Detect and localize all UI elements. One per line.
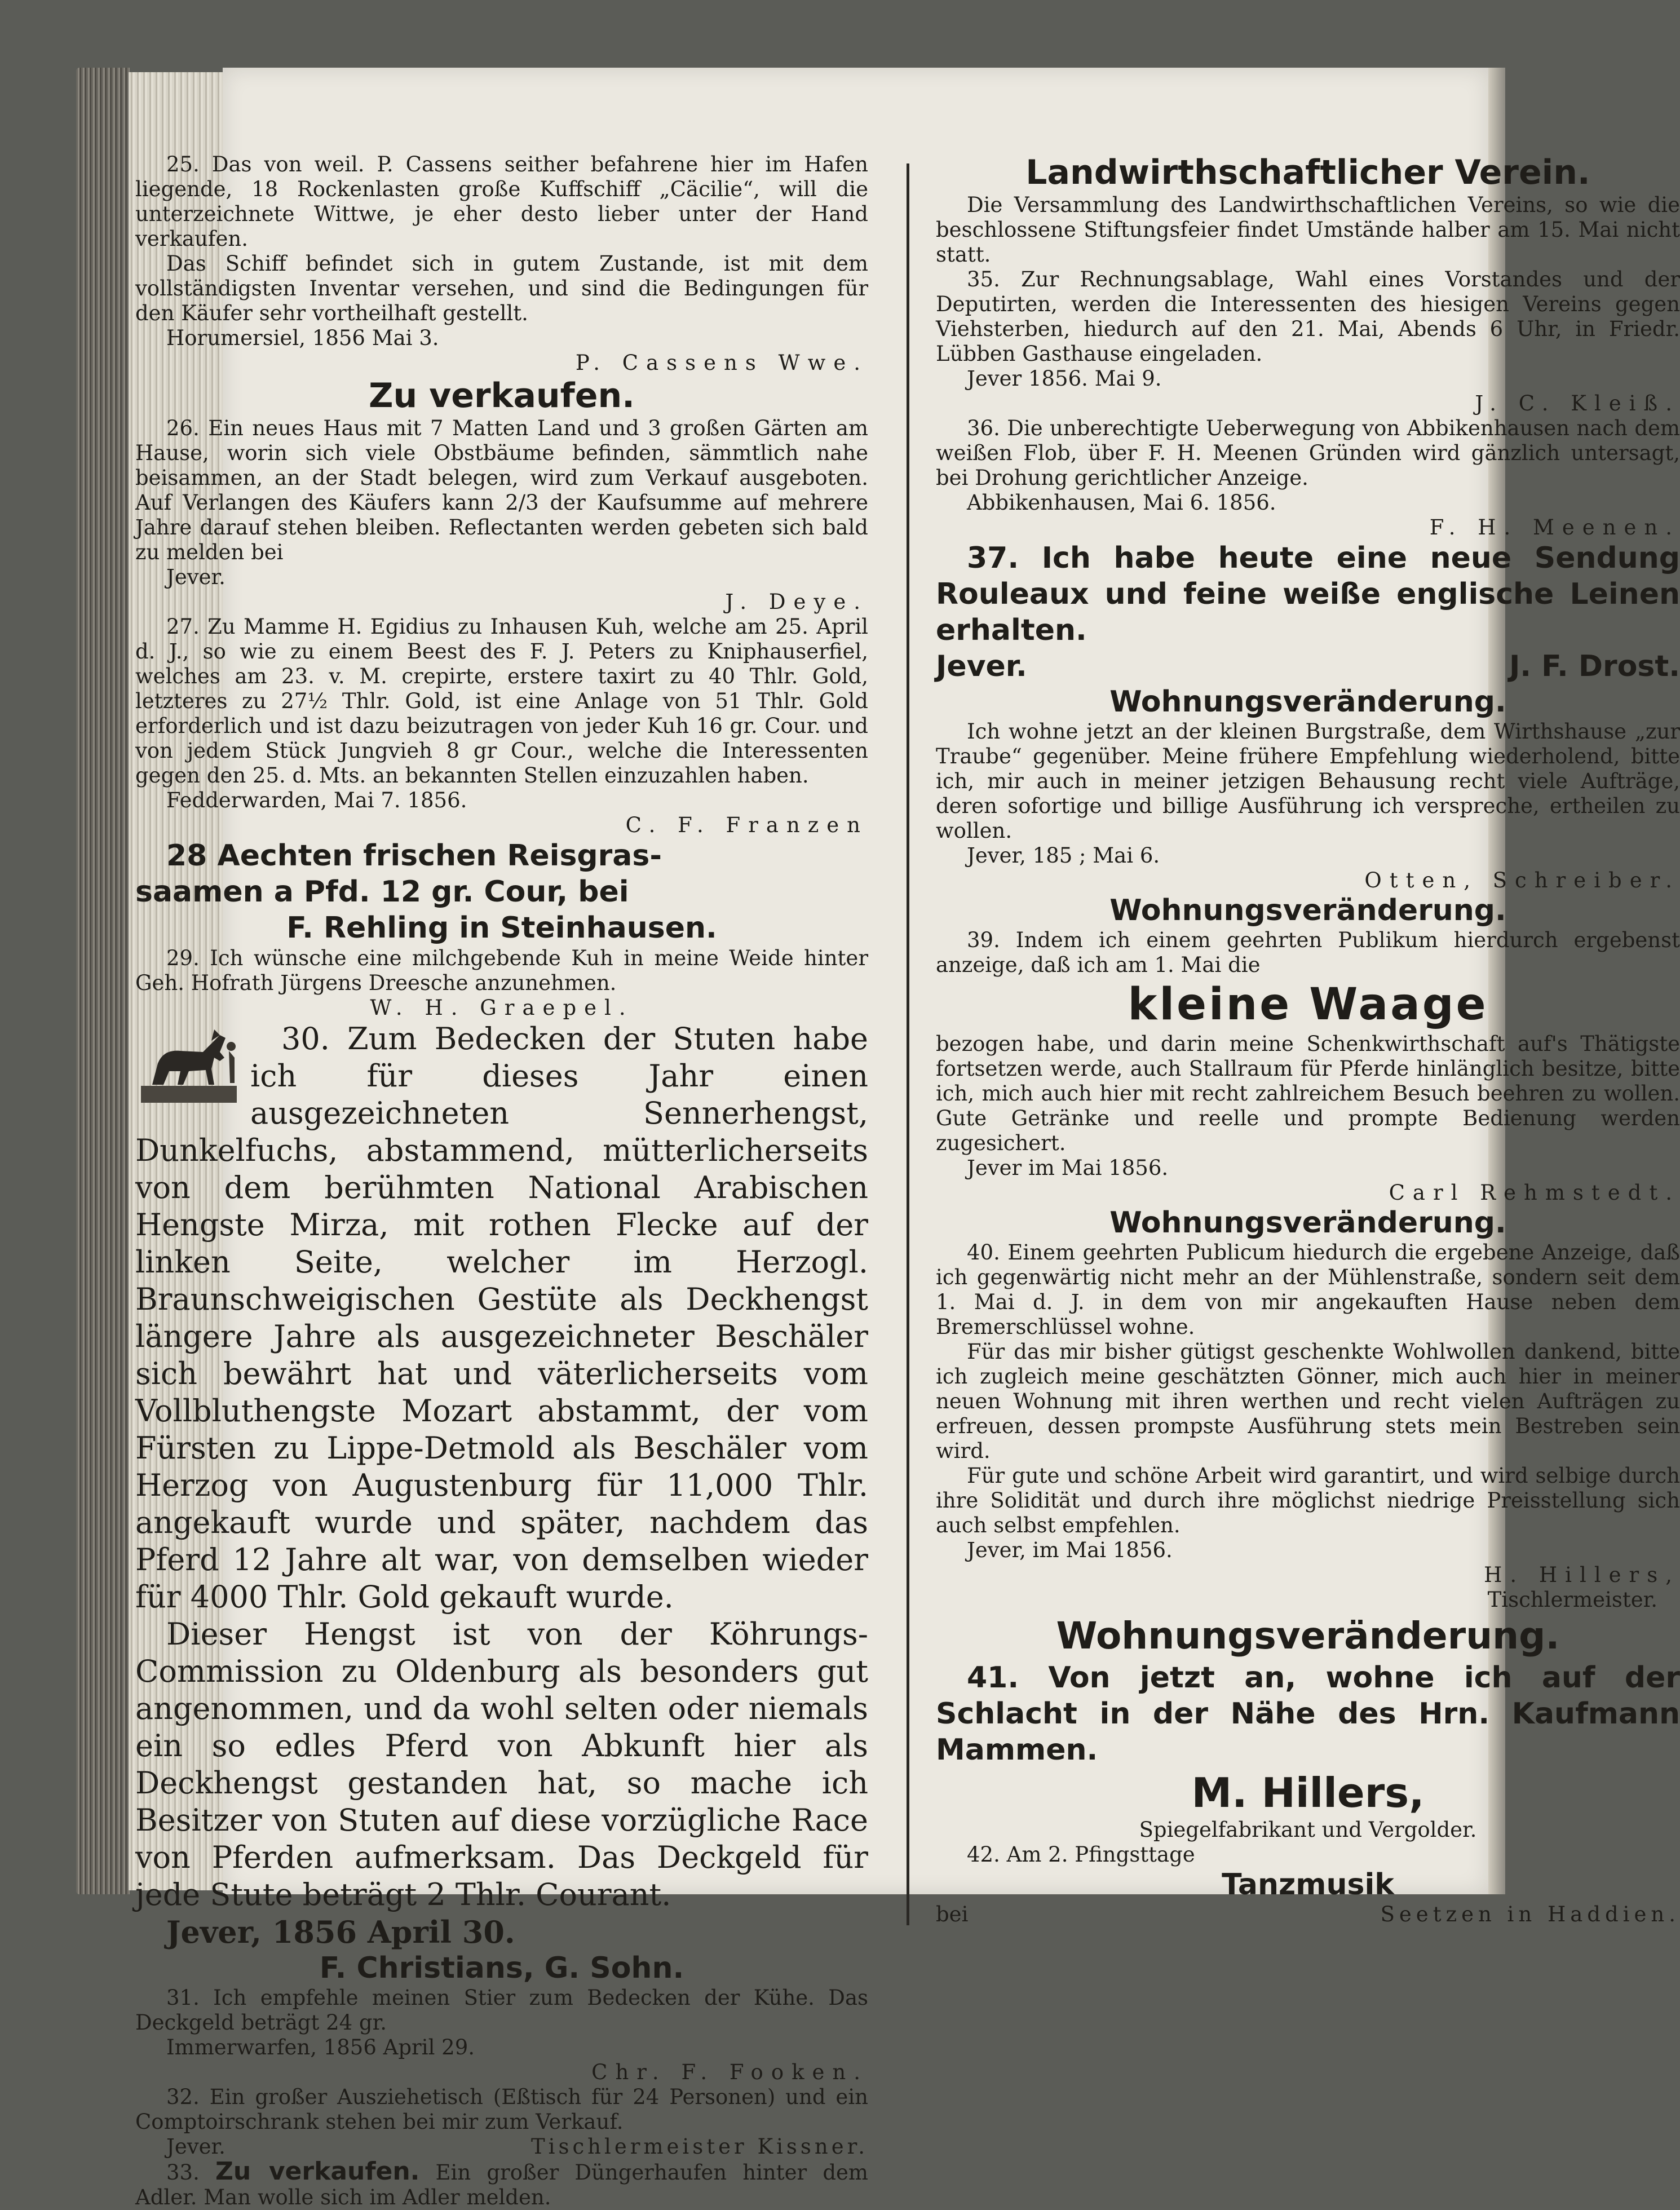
ad-35 [936, 267, 1680, 416]
horse-icon [135, 1024, 242, 1108]
ad-30-signature: F. Christians, G. Sohn. [319, 1951, 684, 1985]
wohnung-3-place: Jever, im Mai 1856. [967, 1538, 1173, 1562]
ad-25-text: 25. Das von weil. P. Cassens seither befahrene hier im Hafen liegende, 18 Rockenlasten große Kuffschiff „Cäcilie“, will die unterzeichnete Wittwe, je eher desto lieber unter der Hand verkaufen. [135, 152, 868, 251]
ad-42-footer [936, 1902, 1680, 1927]
ad-42-bei: bei [936, 1902, 969, 1926]
ad-25-place: Horumersiel, 1856 Mai 3. [166, 326, 439, 350]
ad-42 [936, 1842, 1680, 1927]
ad-33-text: Ein großer Düngerhaufen hinter dem Adler. Man wolle sich im Adler melden. [135, 2160, 868, 2209]
ad-27-signature: C. F. Franzen [625, 813, 868, 837]
ad-37 [936, 540, 1680, 684]
ad-29 [135, 946, 868, 1020]
wohnung-3-text2: Für das mir bisher gütigst geschenkte Wohlwollen dankend, bitte ich zugleich meine geschätzten Gönner, mich auch hier in meiner neuen Wohnung mit ihren werthen und recht vielen Aufträgen zu erfreuen, dessen prompste Ausführung stets mein Bestreben sein wird. [936, 1340, 1680, 1463]
wohnung-4-subtitle: Spiegelfabrikant und Vergolder. [1139, 1818, 1477, 1842]
ad-32-footer [135, 2134, 868, 2159]
wohnung-1 [936, 684, 1680, 893]
ad-28-line1: 28 Aechten frischen Reisgras- [166, 839, 662, 873]
ad-37-signature: J. F. Drost. [1509, 649, 1680, 683]
ad-30 [135, 1020, 868, 1986]
wohnung-1-place: Jever, 185 ; Mai 6. [967, 843, 1160, 868]
ad-29-text: 29. Ich wünsche eine milchgebende Kuh in meine Weide hinter Geh. Hofrath Jürgens Dreesche anzunehmen. [135, 946, 868, 995]
newspaper-page [135, 68, 1680, 2209]
wohnung-1-text: Ich wohne jetzt an der kleinen Burgstraße, dem Wirthshause „zur Traube“ gegenüber. Meine frühere Empfehlung wiederholend, bitte ich, mir auch in meiner jetzigen Behausung recht viele Aufträge, deren sofortige und billige Ausführung ich verspreche, ertheilen zu wollen. [936, 719, 1680, 843]
ad-33-line [135, 2159, 868, 2210]
ad-27 [135, 615, 868, 838]
wohnung-4 [936, 1612, 1680, 1842]
ad-26-place: Jever. [166, 565, 226, 589]
ad-26-text: 26. Ein neues Haus mit 7 Matten Land und 3 großen Gärten am Hause, worin sich viele Obstbäume befinden, sämmtlich nahe beisammen, an der Stadt belegen, wird zum Verkauf ausgeboten. Auf Verlangen des Käufers kann 2/3 der Kaufsumme auf mehrere Jahre darauf stehen bleiben. Reflectanten werden gebeten sich bald zu melden bei [135, 416, 868, 564]
wohnung-3-text: 40. Einem geehrten Publicum hiedurch die ergebene Anzeige, daß ich gegenwärtig nicht mehr an der Mühlenstraße, sondern seit dem 1. Mai d. J. in dem von mir angekauften Hause neben dem Bremerschlüssel wohne. [936, 1240, 1680, 1339]
book-spine-edge [76, 68, 130, 1894]
wohnung-3-heading: Wohnungsveränderung. [1109, 1206, 1506, 1240]
ad-36 [936, 416, 1680, 540]
ad-33 [135, 2159, 868, 2210]
wohnung-1-signature: Otten, Schreiber. [1364, 868, 1680, 892]
wohnung-4-heading: Wohnungsveränderung. [1056, 1614, 1560, 1658]
ad-31 [135, 1986, 868, 2085]
left-column [135, 152, 868, 2210]
ad-26 [135, 416, 868, 615]
ad-36-signature: F. H. Meenen. [1429, 515, 1680, 540]
verein-heading: Landwirthschaftlicher Verein. [1025, 153, 1590, 192]
ad-37-place: Jever. [936, 649, 1027, 683]
ad-37-footer [936, 648, 1680, 684]
wohnung-3-signature-title: Tischlermeister. [1487, 1588, 1657, 1612]
ad-35-signature: J. C. Kleiß. [1475, 391, 1680, 416]
ad-30-text2: Dieser Hengst ist von der Köhrungs-Commission zu Oldenburg als besonders gut angenommen, und da wohl selten oder niemals ein so edles Pferd von Abkunft hier als Deckhengst gestanden hat, so mache ich Besitzer von Stuten auf diese vorzügliche Race von Pferden aufmerksam. Das Deckgeld für jede Stute beträgt 2 Thlr. Courant. [135, 1616, 868, 1912]
ad-32-place: Jever. [166, 2134, 226, 2159]
ad-32-signature: Tischlermeister Kissner. [530, 2134, 868, 2159]
ad-32-text: 32. Ein großer Ausziehetisch (Eßtisch für 24 Personen) und ein Comptoirschrank stehen bei mir zum Verkauf. [135, 2085, 868, 2134]
ad-29-signature: W. H. Graepel. [370, 996, 634, 1020]
ad-42-text: 42. Am 2. Pfingsttage [967, 1842, 1195, 1867]
ad-36-place: Abbikenhausen, Mai 6. 1856. [967, 490, 1276, 515]
ad-33-number: 33. [166, 2160, 200, 2185]
ad-30-text: 30. Zum Bedecken der Stuten habe ich für dieses Jahr einen ausgezeichneten Sennerhengst, Dunkelfuchs, abstammend, mütterlicherseits von dem berühmten National Arabischen Hengste Mirza, mit rothen Flecke auf der linken Seite, welcher im Herzogl. Braunschweigischen Gestüte als Deckhengst längere Jahre als ausgezeichneter Beschäler sich bewährt hat und väterlicherseits vom Vollbluthengste Mozart abstammt, der vom Fürsten zu Lippe-Detmold als Beschäler vom Herzog von Augustenburg für 11,000 Thlr. angekauft wurde und später, nachdem das Pferd 12 Jahre alt war, von demselben wieder für 4000 Thlr. Gold gekauft wurde. [135, 1021, 868, 1615]
ad-31-signature: Chr. F. Fooken. [591, 2060, 868, 2084]
ad-25 [135, 152, 868, 375]
kleine-waage-title: kleine Waage [1128, 979, 1488, 1030]
wohnung-1-heading: Wohnungsveränderung. [1109, 685, 1506, 719]
ad-28-line2: saamen a Pfd. 12 gr. Cour, bei [135, 875, 629, 909]
ad-33-heading: Zu verkaufen. [215, 2157, 420, 2186]
ad-25-signature: P. Cassens Wwe. [575, 351, 868, 375]
ad-28 [135, 838, 868, 946]
wohnung-2-text: 39. Indem ich einem geehrten Publikum hierdurch ergebenst anzeige, daß ich am 1. Mai die [936, 928, 1680, 977]
ad-30-place: Jever, 1856 April 30. [166, 1914, 515, 1950]
ad-27-text: 27. Zu Mamme H. Egidius zu Inhausen Kuh, welche am 25. April d. J., so wie zu einem Beest des F. J. Peters zu Kniphauserfiel, welches am 23. v. M. crepirte, erstere taxirt zu 40 Thlr. Gold, letzteres zu 27½ Thlr. Gold, ist eine Anlage von 51 Thlr. Gold erforderlich und ist dazu beizutragen von jeder Kuh 16 gr. Cour. und von jedem Stück Jungvieh 8 gr Cour., welche die Interessenten gegen den 25. d. Mts. an bekannten Stellen einzuzahlen haben. [135, 615, 868, 788]
column-divider [907, 163, 909, 1925]
wohnung-3 [936, 1205, 1680, 1612]
ad-27-place: Fedderwarden, Mai 7. 1856. [166, 788, 467, 812]
ad-32 [135, 2085, 868, 2159]
wohnung-2 [936, 893, 1680, 1205]
wohnung-2-text2: bezogen habe, und darin meine Schenkwirthschaft auf's Thätigste fortsetzen werde, auch Stallraum für Pferde hinlänglich besitze, bitte ich, mich auch hier mit recht zahlreichem Besuch beehren zu wollen. Gute Getränke und reelle und prompte Bedienung werden zugesichert. [936, 1032, 1680, 1155]
ad-25-text2: Das Schiff befindet sich in gutem Zustande, ist mit dem vollständigsten Inventar versehen, und sind die Bedingungen für den Käufer sehr vortheilhaft gestellt. [135, 251, 868, 325]
ad-31-text: 31. Ich empfehle meinen Stier zum Bedecken der Kühe. Das Deckgeld beträgt 24 gr. [135, 1986, 868, 2035]
wohnung-2-heading: Wohnungsveränderung. [1109, 894, 1506, 927]
ad-31-place: Immerwarfen, 1856 April 29. [166, 2035, 475, 2059]
wohnung-3-signature: H. Hillers, [1484, 1563, 1680, 1587]
ad-35-place: Jever 1856. Mai 9. [967, 366, 1162, 391]
ad-28-line3: F. Rehling in Steinhausen. [286, 911, 717, 945]
ad-42-signature: Seetzen in Haddien. [1380, 1902, 1680, 1926]
tanzmusik-heading: Tanzmusik [1222, 1868, 1394, 1902]
wohnung-4-text: 41. Von jetzt an, wohne ich auf der Schlacht in der Nähe des Hrn. Kaufmann Mammen. [936, 1661, 1680, 1767]
right-column [936, 152, 1680, 1927]
ad-36-text: 36. Die unberechtigte Ueberwegung von Abbikenhausen nach dem weißen Flob, über F. H. Meenen Gründen wird gänzlich untersagt, bei Drohung gerichtlicher Anzeige. [936, 416, 1680, 490]
zu-verkaufen-heading: Zu verkaufen. [369, 376, 635, 416]
ad-37-text: 37. Ich habe heute eine neue Sendung Rouleaux und feine weiße englische Leinen erhalten. [936, 541, 1680, 647]
ad-35-text: 35. Zur Rechnungsablage, Wahl eines Vorstandes und der Deputirten, werden die Interessenten des hiesigen Vereins gegen Viehsterben, hiedurch auf den 21. Mai, Abends 6 Uhr, in Friedr. Lübben Gasthause eingeladen. [936, 267, 1680, 366]
wohnung-2-place: Jever im Mai 1856. [967, 1156, 1169, 1180]
verein-text: Die Versammlung des Landwirthschaftlichen Vereins, so wie die beschlossene Stiftungsfeier findet Umstände halber am 15. Mai nicht statt. [936, 193, 1680, 267]
wohnung-2-signature: Carl Rehmstedt. [1389, 1181, 1680, 1205]
m-hillers-title: M. Hillers, [1191, 1769, 1425, 1816]
wohnung-3-text3: Für gute und schöne Arbeit wird garantirt, und wird selbige durch ihre Solidität und durch ihre möglichst niedrige Preisstellung sich auch selbst empfehlen. [936, 1464, 1680, 1537]
ad-26-signature: J. Deye. [725, 590, 868, 614]
